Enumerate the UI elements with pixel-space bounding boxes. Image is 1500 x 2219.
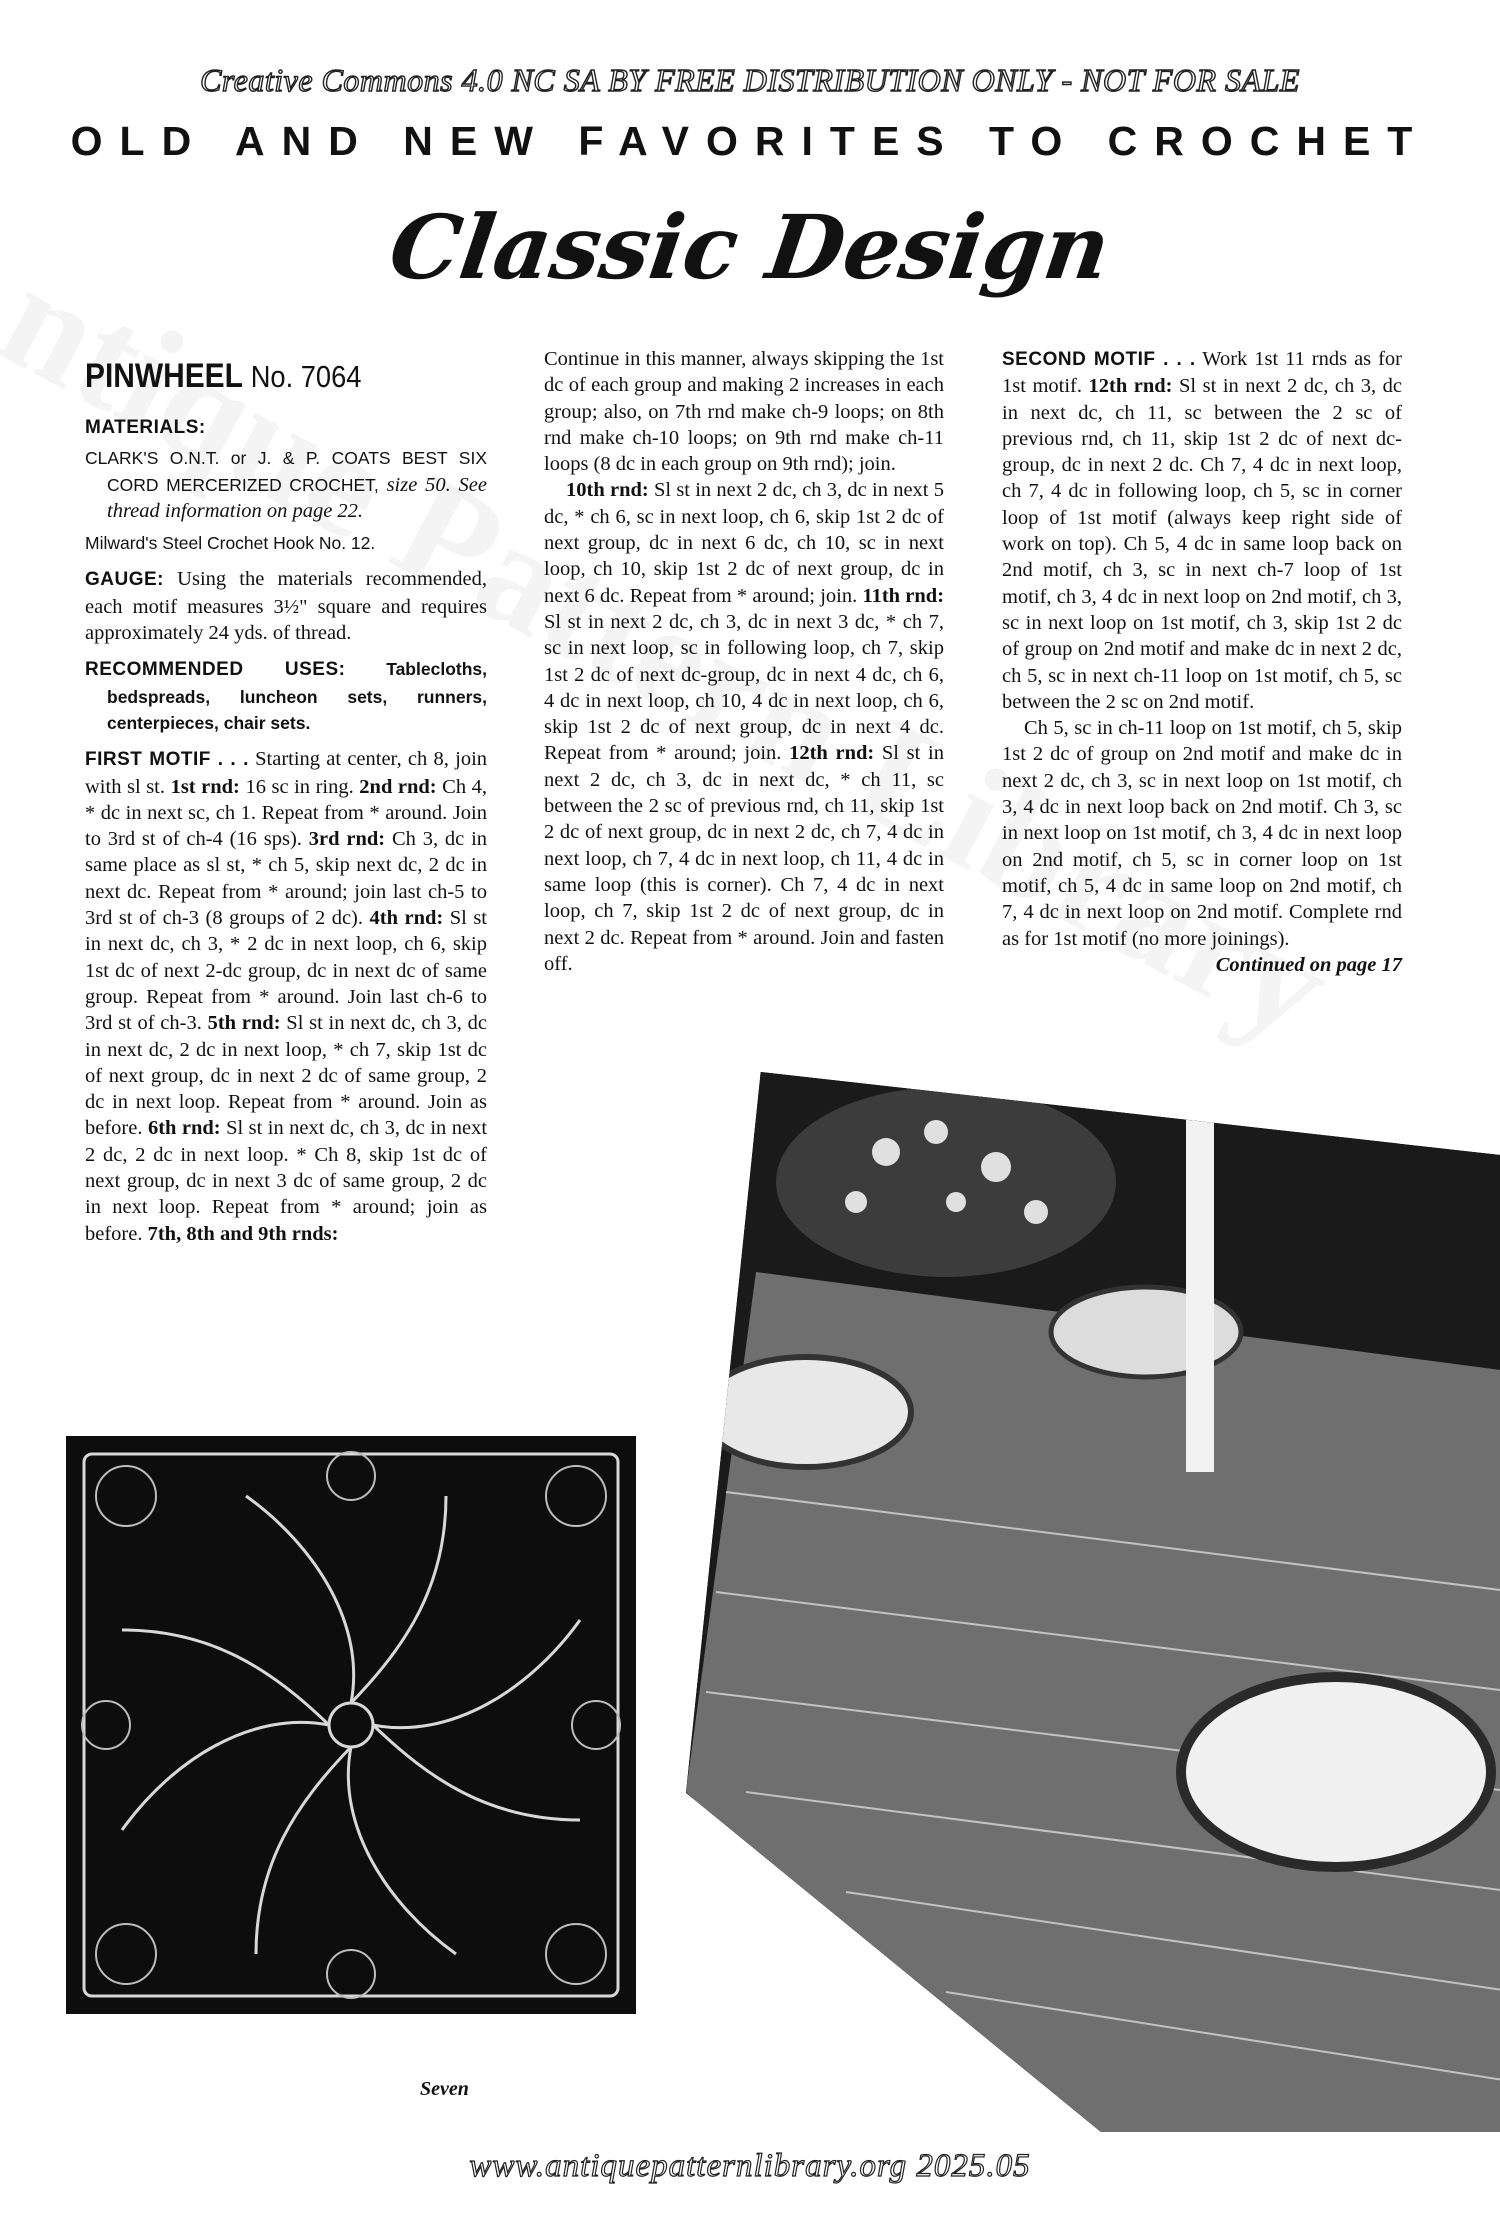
materials-heading: MATERIALS: [85,417,206,438]
page-header: OLD AND NEW FAVORITES TO CROCHET [70,118,1430,164]
rounds-10-12-paragraph: 10th rnd: Sl st in next 2 dc, ch 3, dc in next 5 dc, * ch 6, sc in next loop, ch 6, skip 1st 2 dc of next group, dc in next 6 dc, ch 10, sc in next loop, ch 10, skip 1st 2 dc of next group, dc in next 6 dc. Repeat from * around; join. 11th rnd: Sl st in next 2 dc, ch 3, dc in next 3 dc, * ch 7, sc in next loop, sc in following loop, ch 7, skip 1st 2 dc of next dc-group, dc in next 4 dc, ch 6, 4 dc in next loop, ch 10, 4 dc in next loop, ch 6, skip 1st 2 dc of next group, dc in next 4 dc. Repeat from * around; join. 12th rnd: Sl st in next 2 dc, ch 3, dc in next dc, * ch 11, sc between the 2 sc of previous rnd, ch 11, skip 1st 2 dc of next group, dc in next 2 dc, ch 7, 4 dc in next loop, ch 7, 4 dc in next loop, ch 11, 4 dc in same loop (this is corner). Ch 7, 4 dc in next loop, ch 7, skip 1st 2 dc of next group, dc in next 2 dc. Repeat from * around. Join and fasten off. [544,479,945,975]
gauge-paragraph: GAUGE: Using the materials recommended, each motif measures 3½" square and requires approximately 24 yds. of thread. [85,568,487,645]
page-label: Seven [420,2078,469,2100]
column-2 [544,346,944,977]
first-motif-paragraph: FIRST MOTIF . . . Starting at center, ch 8, join with sl st. 1st rnd: 16 sc in ring. 2nd rnd: Ch 4, * dc in next sc, ch 1. Repeat from * around. Join to 3rd st of ch-4 (16 sps). 3rd rnd: Ch 3, dc in same place as sl st, * ch 5, skip next dc, 2 dc in next dc. Repeat from * around; join last ch-5 to 3rd st of ch-3 (8 groups of 2 dc). 4th rnd: Sl st in next dc, ch 3, * 2 dc in next loop, ch 6, skip 1st dc of next 2-dc group, dc in next dc of same group. Repeat from * around. Join last ch-6 to 3rd st of ch-3. 5th rnd: Sl st in next dc, ch 3, dc in next dc, 2 dc in next loop, * ch 7, skip 1st dc of next group, dc in next 2 dc of same group, 2 dc in next loop. Repeat from * around. Join as before. 6th rnd: Sl st in next dc, ch 3, dc in next 2 dc, 2 dc in next loop. * Ch 8, skip 1st dc of next group, dc in next 3 dc of same group, 2 dc in next loop. Repeat from * around; join as before. 7th, 8th and 9th rnds: [85,748,488,1245]
pattern-title: PINWHEEL [85,357,243,395]
pinwheel-motif-image [66,1436,636,2014]
rounds-7-9-text: Continue in this manner, always skipping the 1st dc of each group and making 2 increases in each group; also, on 7th rnd make ch-9 loops; on 8th rnd make ch-10 loops; on 9th rnd make ch-11 loops (8 dc in each group on 9th rnd); join. [544,348,944,476]
motif-photo [66,1436,636,2014]
page-title: Classic Design [383,195,1117,299]
footer-url: www.antiquepatternlibrary.org 2025.05 [469,2148,1031,2184]
tablecloth-photo [686,1072,1500,2132]
second-motif-paragraph-2: Ch 5, sc in ch-11 loop on 1st motif, ch 5, skip 1st 2 dc of group on 2nd motif and make dc in next 2 dc, ch 3, sc in next loop on 1st motif, ch 3, 4 dc in next loop back on 2nd motif. Ch 3, sc in next loop on 1st motif, ch 3, 4 dc in next loop on 2nd motif, ch 5, sc in corner loop on 1st motif, ch 5, 4 dc in same loop on 2nd motif, ch 7, 4 dc in next loop on 2nd motif. Complete rnd as for 1st motif (no more joinings). [1002,717,1402,950]
materials-thread: CLARK'S O.N.T. or J. & P. COATS BEST SIX CORD MERCERIZED CROCHET, size 50. See thread information on page 22. [85,448,488,522]
second-motif-paragraph: SECOND MOTIF . . . Work 1st 11 rnds as for 1st motif. 12th rnd: Sl st in next 2 dc, ch 3, dc in next dc, ch 11, sc between the 2 sc of previous rnd, ch 11, skip 1st 2 dc of next dc-group, dc in next 2 dc. Ch 7, 4 dc in next loop, ch 7, 4 dc in following loop, ch 5, sc in corner loop of 1st motif (always keep right side of work on top). Ch 5, 4 dc in same loop back on 2nd motif, ch 3, sc in next ch-7 loop of 1st motif, ch 3, 4 dc in next loop on 2nd motif, ch 3, sc in next loop on 1st motif, ch 3, skip 1st 2 dc of group on 2nd motif and make dc in next 2 dc, ch 5, sc in next ch-11 loop on 1st motif, ch 5, sc between the 2 sc on 2nd motif. [1002,348,1403,713]
pattern-number: No. 7064 [250,359,362,394]
continued-note: Continued on page 17 [1215,953,1402,976]
pattern-name [85,356,439,397]
column-1 [85,356,487,1247]
license-banner: Creative Commons 4.0 NC SA BY FREE DISTRIBUTION ONLY - NOT FOR SALE [200,62,1300,98]
materials-hook: Milward's Steel Crochet Hook No. 12. [85,533,376,554]
column-3 [1002,346,1402,978]
tablecloth-image [686,1072,1500,2132]
recommended-uses: RECOMMENDED USES: Tablecloths, bedspreads, luncheon sets, runners, centerpieces, chair sets. [85,659,487,733]
